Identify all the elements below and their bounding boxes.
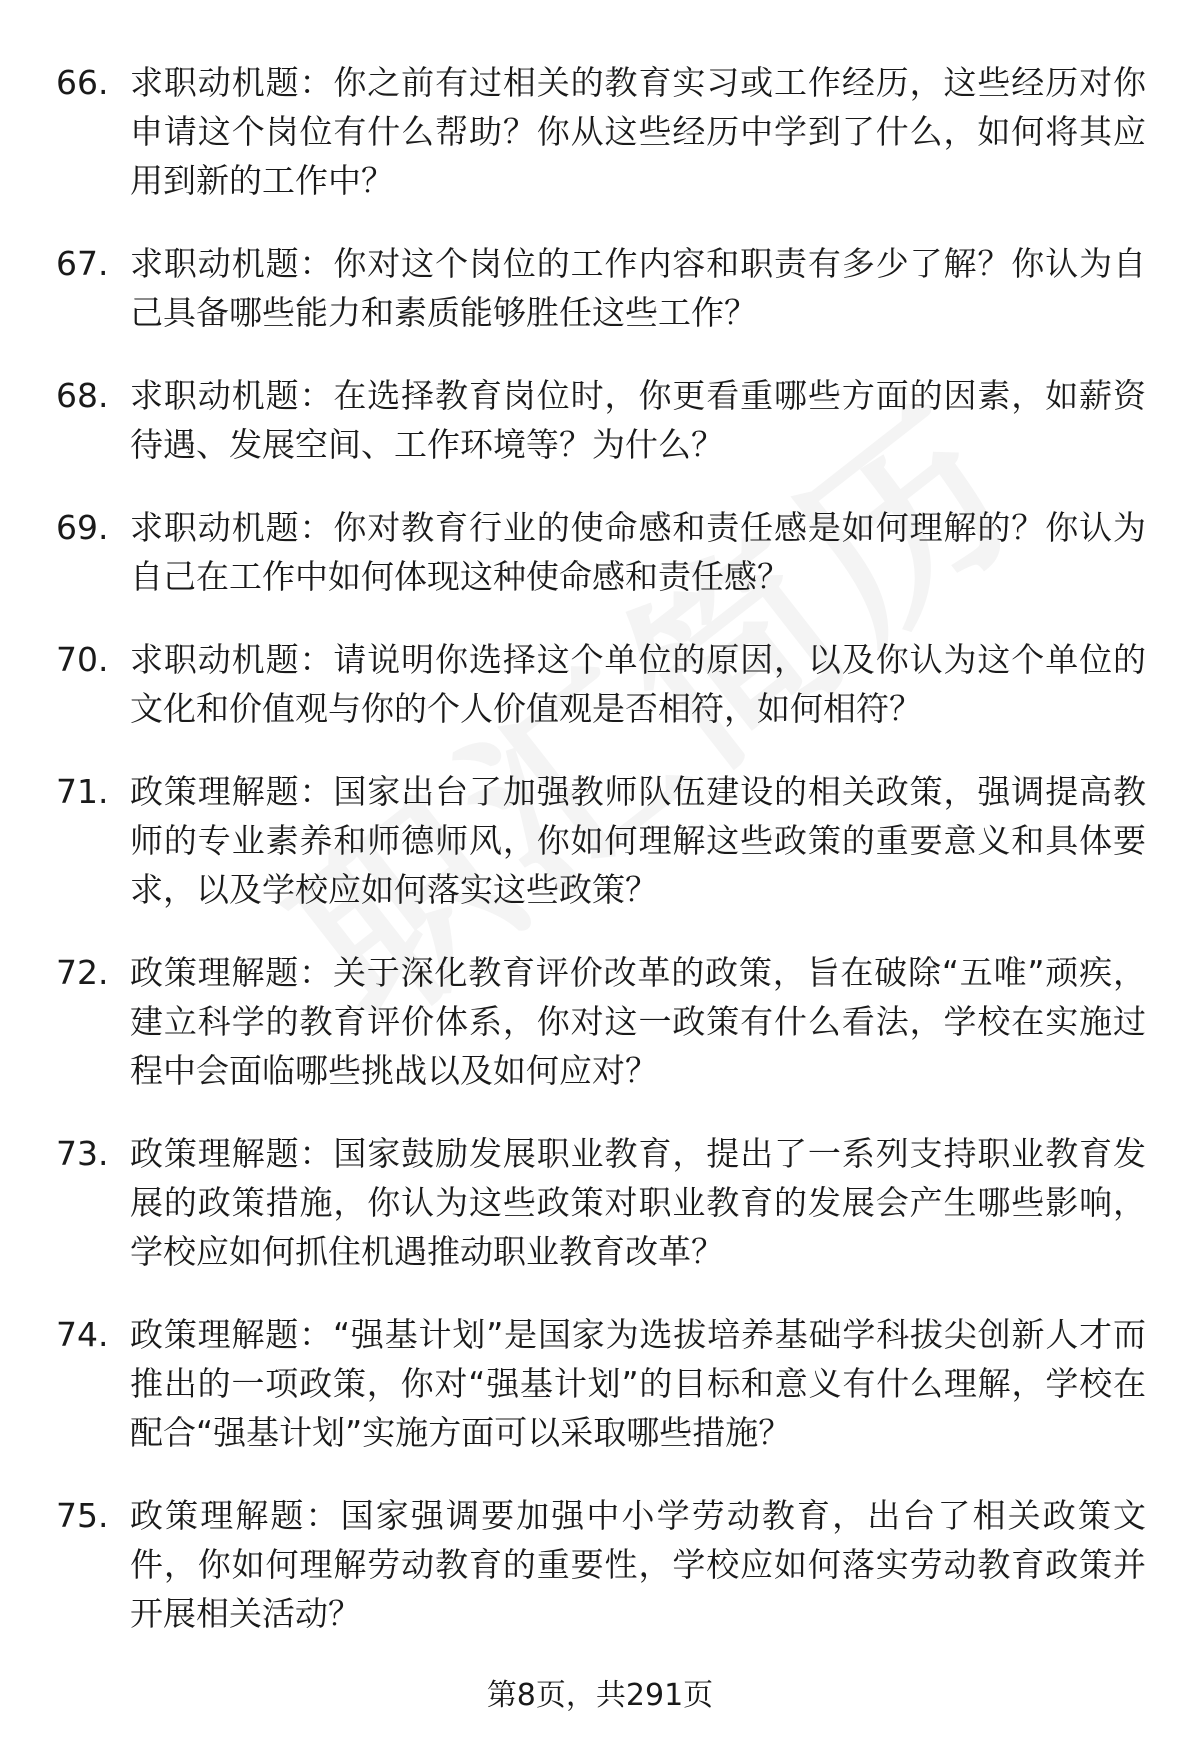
question-text: 求职动机题：你之前有过相关的教育实习或工作经历，这些经历对你申请这个岗位有什么帮助？你从这些经历中学到了什么，如何将其应用到新的工作中？ <box>130 63 1146 200</box>
question-number: 69. <box>56 508 109 547</box>
question-item-73 <box>56 1129 1146 1276</box>
question-text: 政策理解题：“强基计划”是国家为选拔培养基础学科拔尖创新人才而推出的一项政策，你对“强基计划”的目标和意义有什么理解，学校在配合“强基计划”实施方面可以采取哪些措施？ <box>130 1315 1146 1452</box>
question-number: 68. <box>56 376 109 415</box>
question-number: 75. <box>56 1496 109 1535</box>
question-text: 政策理解题：国家强调要加强中小学劳动教育，出台了相关政策文件，你如何理解劳动教育的重要性，学校应如何落实劳动教育政策并开展相关活动？ <box>130 1496 1146 1633</box>
question-text: 求职动机题：请说明你选择这个单位的原因，以及你认为这个单位的文化和价值观与你的个人价值观是否相符，如何相符？ <box>130 640 1146 728</box>
question-number: 67. <box>56 244 109 283</box>
question-item-66 <box>56 58 1146 205</box>
question-text: 求职动机题：你对教育行业的使命感和责任感是如何理解的？你认为自己在工作中如何体现这种使命感和责任感？ <box>130 508 1146 596</box>
question-number: 74. <box>56 1315 109 1354</box>
question-item-75 <box>56 1491 1146 1638</box>
question-number: 71. <box>56 772 109 811</box>
question-text: 政策理解题：国家鼓励发展职业教育，提出了一系列支持职业教育发展的政策措施，你认为这些政策对职业教育的发展会产生哪些影响，学校应如何抓住机遇推动职业教育改革？ <box>130 1134 1146 1271</box>
question-item-70 <box>56 635 1146 733</box>
question-text: 政策理解题：关于深化教育评价改革的政策，旨在破除“五唯”顽疾，建立科学的教育评价体系，你对这一政策有什么看法，学校在实施过程中会面临哪些挑战以及如何应对？ <box>130 953 1146 1090</box>
question-item-69 <box>56 503 1146 601</box>
question-item-71 <box>56 767 1146 914</box>
question-number: 66. <box>56 63 109 102</box>
question-number: 73. <box>56 1134 109 1173</box>
question-number: 72. <box>56 953 109 992</box>
question-text: 求职动机题：在选择教育岗位时，你更看重哪些方面的因素，如薪资待遇、发展空间、工作环境等？为什么？ <box>130 376 1146 464</box>
question-item-68 <box>56 371 1146 469</box>
question-item-67 <box>56 239 1146 337</box>
question-text: 求职动机题：你对这个岗位的工作内容和职责有多少了解？你认为自己具备哪些能力和素质能够胜任这些工作？ <box>130 244 1146 332</box>
question-number: 70. <box>56 640 109 679</box>
page-number-footer: 第8页，共291页 <box>486 1678 714 1713</box>
question-item-74 <box>56 1310 1146 1457</box>
question-item-72 <box>56 948 1146 1095</box>
question-list <box>56 58 1146 1672</box>
question-text: 政策理解题：国家出台了加强教师队伍建设的相关政策，强调提高教师的专业素养和师德师风，你如何理解这些政策的重要意义和具体要求，以及学校应如何落实这些政策？ <box>130 772 1146 909</box>
